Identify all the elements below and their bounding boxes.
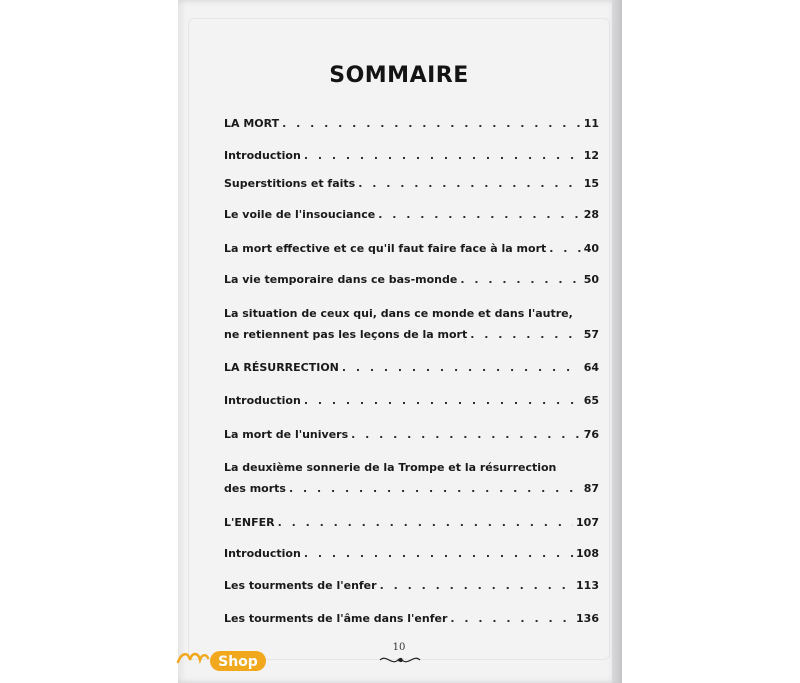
dot-leader	[351, 428, 581, 441]
toc-entry	[224, 242, 599, 255]
toc-entry-label: La vie temporaire dans ce bas-monde	[224, 273, 458, 286]
toc-entry-label: ne retiennent pas les leçons de la mort	[224, 328, 468, 341]
toc-entry-page: 15	[583, 177, 599, 190]
toc-entry	[224, 428, 599, 441]
toc-entry-label: Introduction	[224, 394, 301, 407]
toc-entry	[224, 612, 599, 625]
toc-entry	[224, 208, 599, 221]
toc-entry-page: 65	[583, 394, 599, 407]
dot-leader	[304, 394, 581, 407]
toc-entry-page: 57	[583, 328, 599, 341]
toc-entry	[224, 579, 599, 592]
toc-entry-label: des morts	[224, 482, 286, 495]
dot-leader	[289, 482, 581, 495]
shop-logo	[176, 648, 268, 674]
toc-entry	[224, 177, 599, 190]
toc-entry-page: 50	[583, 273, 599, 286]
toc-entry-label: Le voile de l'insouciance	[224, 208, 376, 221]
dot-leader	[304, 547, 573, 560]
dot-leader	[470, 328, 580, 341]
toc-entry	[224, 547, 599, 560]
page-edge-shadow	[612, 0, 622, 683]
toc-entry	[224, 516, 599, 529]
dot-leader	[358, 177, 580, 190]
toc-entry	[224, 273, 599, 286]
dot-leader	[549, 242, 580, 255]
dot-leader	[380, 579, 573, 592]
toc-entry-page: 28	[583, 208, 599, 221]
toc-entry-page: 108	[576, 547, 599, 560]
toc-entry-label: Les tourments de l'enfer	[224, 579, 377, 592]
toc-entry	[224, 394, 599, 407]
dot-leader	[282, 117, 581, 130]
page-title: SOMMAIRE	[329, 63, 469, 88]
toc-entry-page: 12	[583, 149, 599, 162]
toc-entry-page: 136	[576, 612, 599, 625]
toc-entry	[224, 117, 599, 130]
dot-leader	[304, 149, 581, 162]
toc-entry-label: Introduction	[224, 547, 301, 560]
toc-entry-page: 87	[583, 482, 599, 495]
page-number: 10	[392, 642, 406, 653]
toc-entry-page: 107	[576, 516, 599, 529]
toc-entry-page: 64	[583, 361, 599, 374]
toc-entry-label: Superstitions et faits	[224, 177, 356, 190]
toc-entry-label: L'ENFER	[224, 516, 275, 529]
toc-entry	[224, 361, 599, 374]
toc-entry-label: La mort de l'univers	[224, 428, 349, 441]
toc-entry-label-line1: La deuxième sonnerie de la Trompe et la résurrection	[224, 461, 557, 474]
toc-entry-page: 40	[583, 242, 599, 255]
dot-leader	[450, 612, 573, 625]
toc-entry	[224, 307, 599, 341]
dot-leader	[378, 208, 580, 221]
toc-entry-label: La mort effective et ce qu'il faut faire face à la mort	[224, 242, 547, 255]
dot-leader	[342, 361, 581, 374]
toc-entry-label: LA MORT	[224, 117, 280, 130]
toc-entry-label: LA RÉSURRECTION	[224, 361, 339, 374]
toc-entry-label: Introduction	[224, 149, 301, 162]
toc-entry-label-line1: La situation de ceux qui, dans ce monde et dans l'autre,	[224, 307, 573, 320]
toc-entry-page: 76	[583, 428, 599, 441]
flourish-ornament-icon	[378, 654, 422, 666]
dot-leader	[460, 273, 580, 286]
toc-entry	[224, 461, 599, 495]
toc-entry	[224, 149, 599, 162]
toc-entry-page: 11	[583, 117, 599, 130]
toc-entry-page: 113	[576, 579, 599, 592]
toc-entry-label: Les tourments de l'âme dans l'enfer	[224, 612, 448, 625]
logo-text: Shop	[218, 654, 258, 670]
dot-leader	[278, 516, 573, 529]
